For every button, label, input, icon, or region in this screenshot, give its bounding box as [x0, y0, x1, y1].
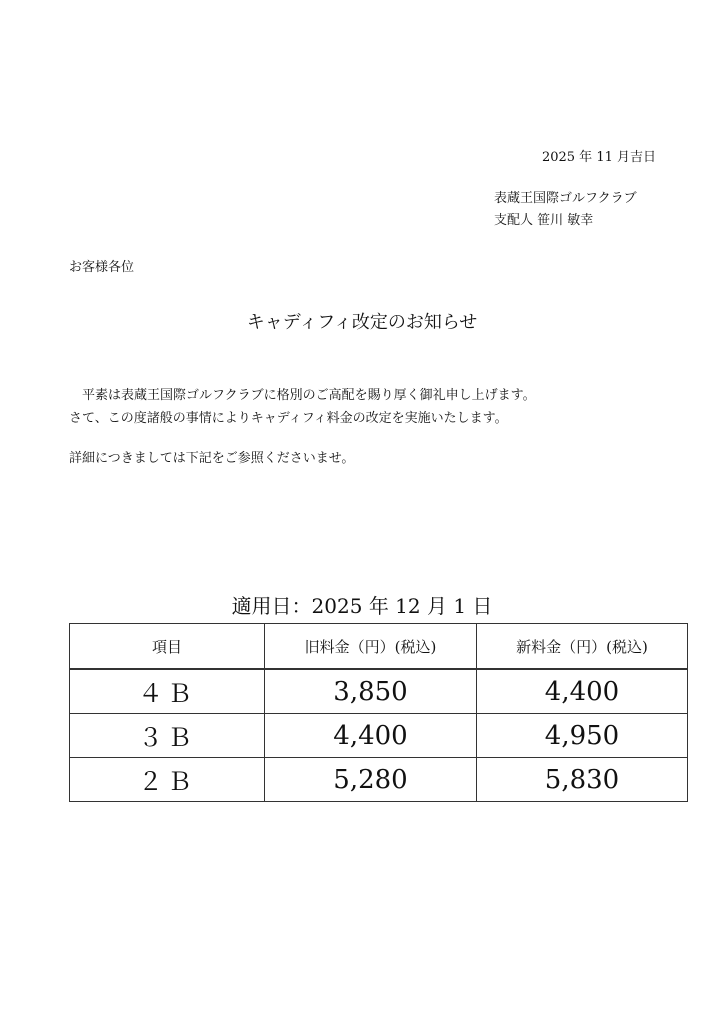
row-old-fee: 3,850 — [265, 669, 477, 714]
row-old-fee: 5,280 — [265, 758, 477, 802]
table-row — [70, 714, 688, 758]
row-new-fee: 4,400 — [477, 669, 688, 714]
sender-block — [494, 188, 637, 232]
header-new-fee: 新料金（円）(税込) — [477, 624, 688, 670]
recipient: お客様各位 — [69, 260, 135, 275]
header-item: 項目 — [70, 624, 265, 670]
header-old-fee: 旧料金（円）(税込) — [265, 624, 477, 670]
body-line-announcement: さて、この度諸般の事情によりキャディフィ料金の改定を実施いたします。 — [69, 411, 508, 426]
table-row — [70, 669, 688, 714]
body-line-greeting: 平素は表蔵王国際ゴルフクラブに格別のご高配を賜り厚く御礼申し上げます。 — [82, 388, 536, 403]
paragraph-gap — [69, 430, 669, 447]
fee-table — [69, 623, 688, 802]
fee-table-header-row — [70, 624, 688, 670]
row-item: ４Ｂ — [70, 669, 265, 714]
document-title: キャディフィ改定のお知らせ — [246, 312, 478, 333]
issue-date: 2025 年 11 月吉日 — [541, 150, 656, 165]
row-old-fee: 4,400 — [265, 714, 477, 758]
sender-manager: 支配人 笹川 敏幸 — [494, 213, 594, 228]
row-item: ３Ｂ — [70, 714, 265, 758]
body-line-details: 詳細につきましては下記をご参照くださいませ。 — [69, 451, 355, 466]
effective-date: 適用日：2025 年 12 月 1 日 — [231, 594, 493, 618]
table-row — [70, 758, 688, 802]
body-text — [69, 384, 669, 470]
row-new-fee: 5,830 — [477, 758, 688, 802]
row-new-fee: 4,950 — [477, 714, 688, 758]
row-item: ２Ｂ — [70, 758, 265, 802]
sender-organization: 表蔵王国際ゴルフクラブ — [494, 191, 637, 206]
